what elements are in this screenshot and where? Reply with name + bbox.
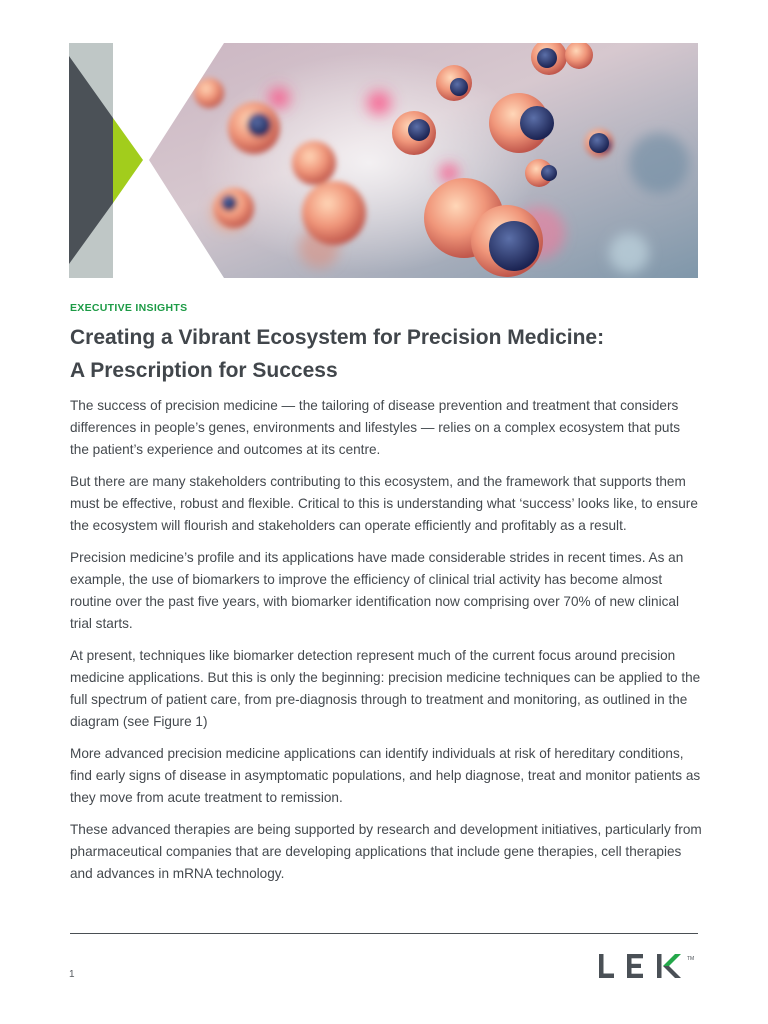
- paragraph: More advanced precision medicine applications can identify individuals at risk of hereditary conditions, find early signs of disease in asymptomatic populations, and help diagnose, treat and monitor patients as they move from acute treatment to remission.: [70, 746, 701, 805]
- lek-logo: [597, 952, 699, 980]
- paragraph: These advanced therapies are being supported by research and development initiatives, particularly from pharmaceutical companies that are developing applications that include gene therapies, cell therapies and advances in mRNA technology.: [70, 822, 702, 881]
- footer-divider: [70, 933, 698, 934]
- section-eyebrow: EXECUTIVE INSIGHTS: [70, 302, 188, 314]
- article-body: [70, 395, 702, 895]
- page-title: [70, 321, 710, 387]
- title-line-1: Creating a Vibrant Ecosystem for Precision Medicine:: [70, 326, 605, 349]
- paragraph: Precision medicine’s profile and its applications have made considerable strides in recent times. As an example, the use of biomarkers to improve the efficiency of clinical trial activity has become almost routine over the past five years, with biomarker identification now comprising over 70% of new clinical trial starts.: [70, 550, 684, 631]
- trademark-mark: TM: [687, 956, 695, 962]
- page-number: 1: [69, 969, 75, 980]
- cells-illustration: [69, 43, 698, 278]
- title-line-2: A Prescription for Success: [70, 359, 338, 382]
- paragraph: But there are many stakeholders contributing to this ecosystem, and the framework that supports them must be effective, robust and flexible. Critical to this is understanding what ‘success’ looks like, to ensure the ecosystem will flourish and stakeholders can operate efficiently and profitably as a result.: [70, 474, 698, 533]
- hero-banner: [69, 43, 698, 278]
- paragraph: At present, techniques like biomarker detection represent much of the current focus around precision medicine applications. But this is only the beginning: precision medicine techniques can be applied to the full spectrum of patient care, from pre-diagnosis through to treatment and monitoring, as outlined in the diagram (see Figure 1): [70, 648, 701, 729]
- paragraph: The success of precision medicine — the tailoring of disease prevention and treatment that considers differences in people’s genes, environments and lifestyles — relies on a complex ecosystem that puts the patient’s experience and outcomes at its centre.: [70, 398, 681, 457]
